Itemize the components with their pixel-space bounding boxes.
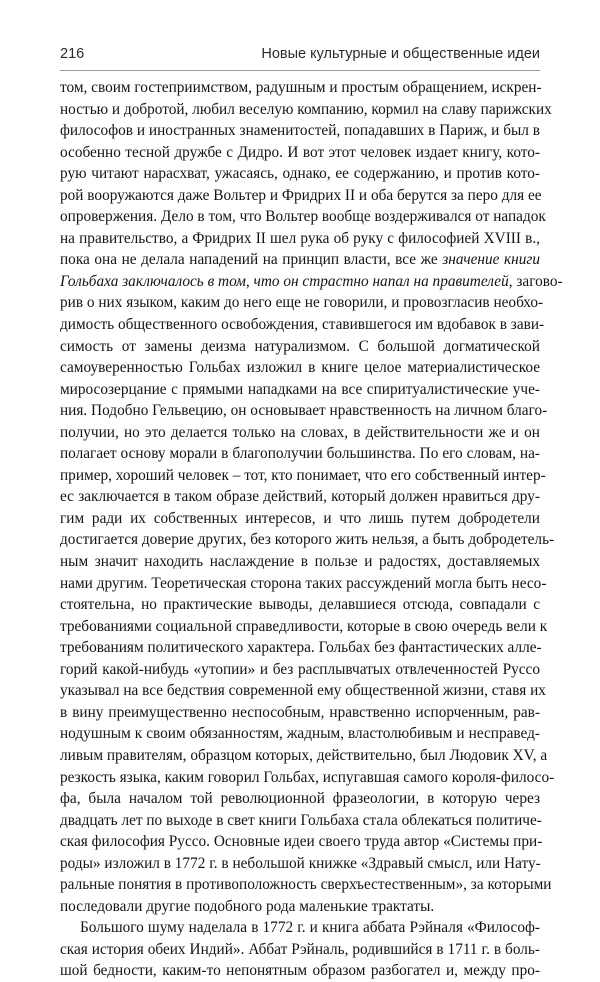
text-line: рив о них языком, каким до него еще не говорили, и провозгласив необхо-	[60, 294, 544, 312]
text-line: ным значит находить наслаждение в пользе и радостях, доставляемых	[60, 553, 540, 571]
text-line: требованиями социальной справедливости, которые в свою очередь вели к	[60, 617, 548, 635]
text-line: указывал на все бедствия современной ему общественной жизни, ставя их	[60, 682, 546, 700]
text-line: нодушным к своим обязанностям, жадным, властолюбивым и несправед-	[60, 725, 540, 743]
text-line: ностью и добротой, любил веселую компанию, кормил на славу парижских	[60, 100, 552, 118]
text-line: шой бедности, каким-то непонятным образом разбогател и, между про-	[60, 962, 540, 980]
page-header	[60, 46, 540, 66]
text-line: в вину преимущественно неспособным, нравственно испорченным, рав-	[60, 703, 540, 721]
text-line: Большого шуму наделала в 1772 г. и книга аббата Рэйналя «Философ-	[80, 919, 540, 937]
text-line: философов и иностранных знаменитостей, попадавших в Париж, и был в	[60, 122, 540, 140]
text-line: полагает основу морали в благополучии большинства. По его словам, на-	[60, 445, 540, 463]
text-line: на правительство, а Фридрих II шел рука об руку с философией XVIII в.,	[60, 229, 540, 247]
text-line: ская история обеих Индий». Аббат Рэйналь, родившийся в 1711 г. в боль-	[60, 940, 540, 958]
text-line: последовали другие подобного рода маленькие трактаты.	[60, 897, 435, 915]
text-line: фа, была началом той революционной фразеологии, в которую через	[60, 790, 540, 808]
emphasis-text: значение книги	[442, 251, 541, 269]
text-line: пример, хороший человек – тот, кто понимает, что его собственный интер-	[60, 466, 546, 484]
running-title: Новые культурные и общественные идеи	[261, 46, 540, 62]
text-line: резкость языка, каким говорил Гольбах, испугавшая самого короля-филосо-	[60, 768, 555, 786]
text-line: ливым правителям, образцом которых, действительно, был Людовик XV, а	[60, 746, 548, 764]
text-line: том, своим гостеприимством, радушным и простым обращением, искрен-	[60, 79, 542, 96]
page-number: 216	[60, 46, 85, 62]
line-plain-text: , загово-	[508, 272, 563, 290]
text-line: горий какой-нибудь «утопии» и без расплывчатых отвлеченностей Руссо	[60, 660, 540, 678]
text-line: нами другим. Теоретическая сторона таких рассуждений могла быть несо-	[60, 574, 547, 592]
text-line: требованиям политического характера. Гольбах без фантастических алле-	[60, 639, 542, 657]
text-line: самоуверенностью Гольбах изложил в книге целое материалистическое	[60, 359, 540, 377]
text-line: достигается доверие других, без которого жить нельзя, а быть добродетель-	[60, 531, 555, 549]
text-line: ес заключается в таком образе действий, который должен нравиться дру-	[60, 488, 540, 506]
text-line: ния. Подобно Гельвецию, он основывает нравственность на личном благо-	[60, 402, 548, 420]
text-line: миросозерцание с прямыми нападками на все спиритуалистические уче-	[60, 380, 540, 398]
text-line: роды» изложил в 1772 г. в небольшой книжке «Здравый смысл, или Нату-	[60, 854, 541, 872]
text-line: симость от замены деизма натурализмом. С большой догматической	[60, 337, 540, 355]
text-line: ральные понятия в противоположность сверхъестественным», за которыми	[60, 876, 552, 894]
line-plain-text: пока она не делала нападений на принцип власти, все же	[60, 251, 443, 269]
text-line	[60, 249, 540, 271]
text-line: получии, но это делается только на словах, в действительности же и он	[60, 423, 540, 441]
emphasis-text: Гольбаха заключалось в том, что он страстно напал на правителей	[60, 272, 509, 290]
text-line: димость общественного освобождения, ставившегося им вдобавок в зави-	[60, 316, 545, 334]
text-line: ская философия Руссо. Основные идеи своего труда автор «Системы при-	[60, 833, 543, 851]
text-line: гим ради их собственных интересов, и что лишь путем добродетели	[60, 509, 540, 527]
text-line: рой вооружаются даже Вольтер и Фридрих II и оба берутся за перо для ее	[60, 186, 542, 204]
text-line: особенно тесной дружбе с Дидро. И вот этот человек издает книгу, кото-	[60, 143, 540, 161]
text-line: опровержения. Дело в том, что Вольтер вообще воздерживался от нападок	[60, 208, 546, 226]
text-line: стоятельна, но практические выводы, делавшиеся отсюда, совпадали с	[60, 596, 540, 614]
text-line: рую читают нарасхват, ужасаясь, однако, ее содержанию, и против кото-	[60, 165, 540, 183]
header-rule	[60, 70, 540, 71]
body-text	[60, 77, 563, 982]
text-line	[60, 271, 563, 293]
text-line: двадцать лет по выходе в свет книги Гольбаха стала облекаться политиче-	[60, 811, 542, 829]
